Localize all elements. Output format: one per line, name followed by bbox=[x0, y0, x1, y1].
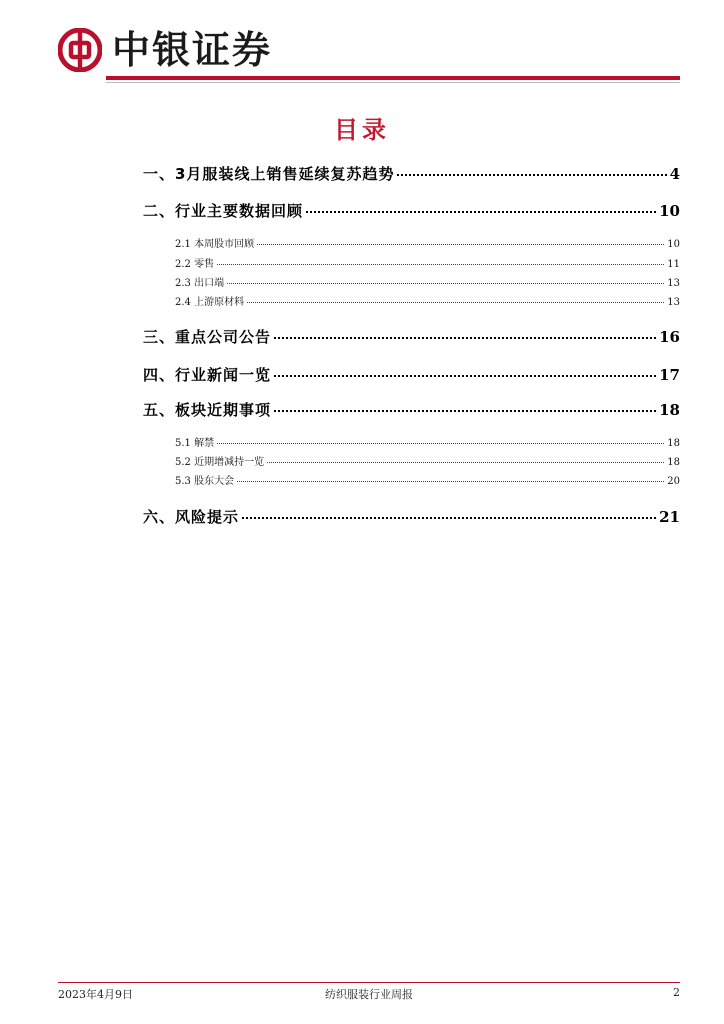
toc-dot-leader bbox=[274, 410, 656, 412]
toc-dot-leader bbox=[257, 244, 664, 245]
toc-entry-label: 五、板块近期事项 bbox=[143, 401, 272, 419]
toc-dot-leader bbox=[237, 481, 664, 482]
header-divider-red bbox=[106, 76, 680, 80]
toc-entry-page: 11 bbox=[667, 259, 680, 270]
toc-entry-page: 4 bbox=[669, 165, 680, 183]
footer-divider bbox=[58, 982, 680, 983]
toc-dot-leader bbox=[274, 337, 656, 339]
toc-entry-page: 17 bbox=[659, 366, 680, 384]
toc-entry-page: 20 bbox=[667, 476, 680, 487]
toc-subsection-entry[interactable] bbox=[175, 255, 680, 270]
toc-entry-label: 四、行业新闻一览 bbox=[143, 366, 272, 384]
report-header bbox=[58, 28, 272, 72]
toc-entry-label: 二、行业主要数据回顾 bbox=[143, 202, 304, 220]
toc-dot-leader bbox=[247, 302, 664, 303]
toc-subsection-entry[interactable] bbox=[175, 274, 680, 289]
toc-section-entry[interactable] bbox=[143, 326, 680, 347]
toc-dot-leader bbox=[397, 174, 666, 176]
toc-section-entry[interactable] bbox=[143, 200, 680, 221]
toc-section-entry[interactable] bbox=[143, 364, 680, 385]
toc-entry-page: 18 bbox=[667, 457, 680, 468]
toc-section-entry[interactable] bbox=[143, 163, 680, 184]
footer-page-number: 2 bbox=[673, 986, 680, 999]
toc-entry-label: 5.2 近期增减持一览 bbox=[175, 457, 265, 468]
footer-date: 2023年4月9日 bbox=[58, 988, 133, 1001]
toc-section-entry[interactable] bbox=[143, 399, 680, 420]
toc-section-entry[interactable] bbox=[143, 506, 680, 527]
toc-entry-page: 13 bbox=[667, 297, 680, 308]
toc-entry-label: 六、风险提示 bbox=[143, 508, 240, 526]
toc-dot-leader bbox=[217, 443, 664, 444]
toc-dot-leader bbox=[217, 264, 664, 265]
toc-entry-label: 2.3 出口端 bbox=[175, 278, 225, 289]
toc-entry-page: 18 bbox=[659, 401, 680, 419]
toc-dot-leader bbox=[242, 517, 656, 519]
toc-entry-label: 5.1 解禁 bbox=[175, 438, 215, 449]
toc-dot-leader bbox=[267, 462, 664, 463]
toc-title: 目录 bbox=[334, 116, 390, 144]
bank-of-china-logo-icon bbox=[58, 28, 102, 72]
footer-report-name: 纺织服装行业周报 bbox=[325, 988, 413, 1001]
brand-name: 中银证券 bbox=[112, 28, 273, 72]
toc-entry-label: 三、重点公司公告 bbox=[143, 328, 272, 346]
report-footer bbox=[58, 986, 680, 1002]
toc-subsection-entry[interactable] bbox=[175, 472, 680, 487]
toc-dot-leader bbox=[306, 211, 656, 213]
toc-entry-page: 16 bbox=[659, 328, 680, 346]
toc-entry-page: 21 bbox=[659, 508, 680, 526]
toc-subsection-entry[interactable] bbox=[175, 453, 680, 468]
toc-entry-page: 10 bbox=[659, 202, 680, 220]
toc-entry-page: 18 bbox=[667, 438, 680, 449]
toc-entry-label: 2.1 本周股市回顾 bbox=[175, 239, 255, 250]
toc-entry-page: 10 bbox=[667, 239, 680, 250]
toc-entry-label: 2.2 零售 bbox=[175, 259, 215, 270]
toc-entry-label: 一、3月服装线上销售延续复苏趋势 bbox=[143, 165, 395, 183]
toc-entry-page: 13 bbox=[667, 278, 680, 289]
toc-subsection-entry[interactable] bbox=[175, 434, 680, 449]
toc-dot-leader bbox=[274, 375, 656, 377]
toc-entry-label: 2.4 上游原材料 bbox=[175, 297, 245, 308]
header-divider-gray bbox=[106, 82, 680, 83]
toc-dot-leader bbox=[227, 283, 664, 284]
toc-entry-label: 5.3 股东大会 bbox=[175, 476, 235, 487]
toc-subsection-entry[interactable] bbox=[175, 293, 680, 308]
toc-subsection-entry[interactable] bbox=[175, 235, 680, 250]
